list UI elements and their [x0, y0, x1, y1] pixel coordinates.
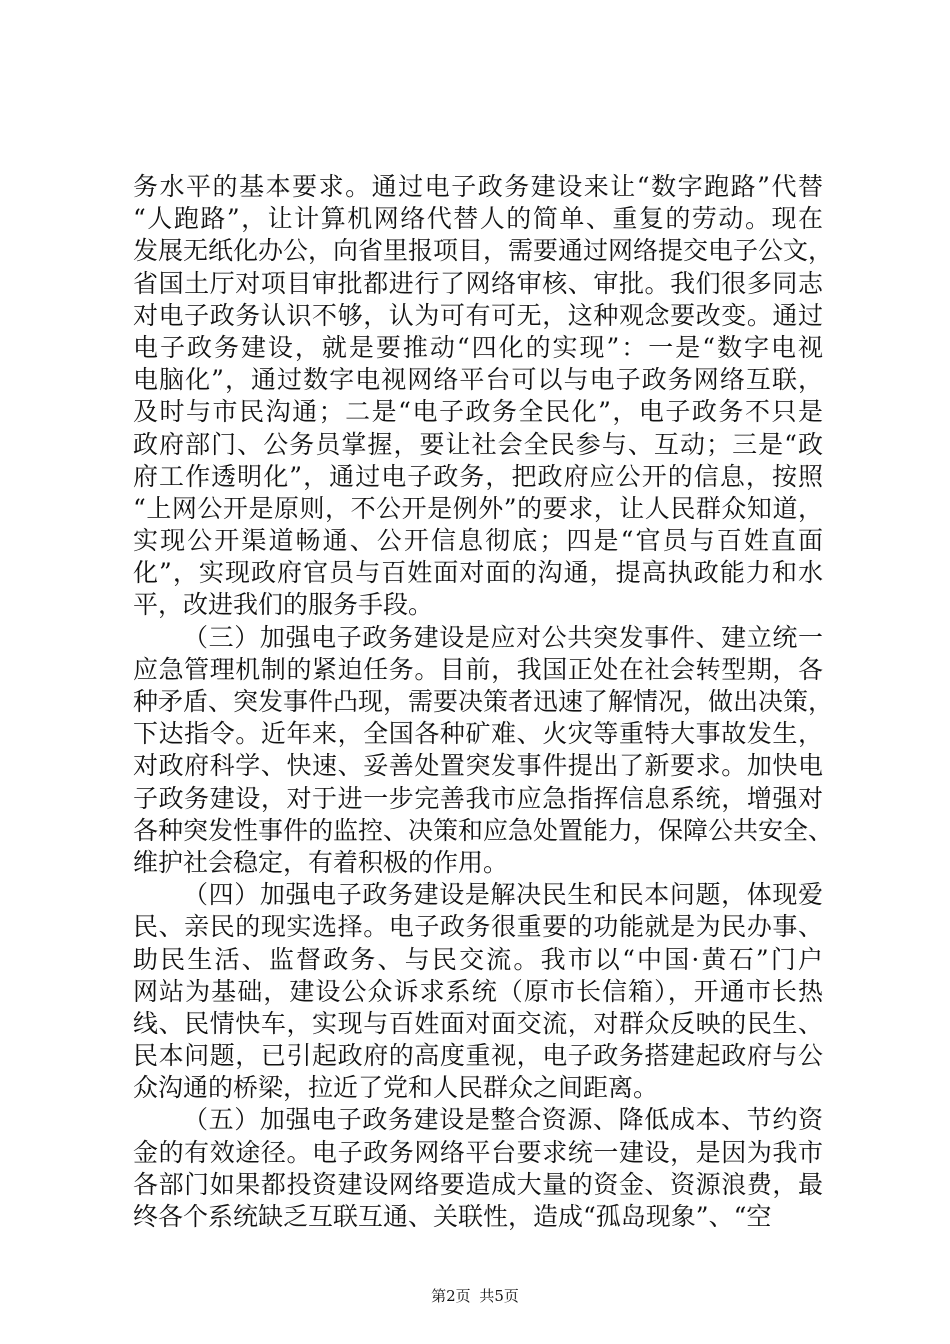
- text-line: 民、亲民的现实选择。电子政务很重要的功能就是为民办事、: [133, 912, 823, 942]
- text-line: 电脑化”，通过数字电视网络平台可以与电子政务网络互联，: [133, 365, 823, 395]
- text-line: “人跑路”，让计算机网络代替人的简单、重复的劳动。现在: [133, 204, 823, 234]
- text-line: 应急管理机制的紧迫任务。目前，我国正处在社会转型期，各: [133, 654, 823, 684]
- text-line: 子政务建设，对于进一步完善我市应急指挥信息系统，增强对: [133, 783, 823, 813]
- text-line: 线、民情快车，实现与百姓面对面交流，对群众反映的民生、: [133, 1008, 823, 1038]
- text-line: 各部门如果都投资建设网络要造成大量的资金、资源浪费，最: [133, 1169, 823, 1199]
- text-line: 实现公开渠道畅通、公开信息彻底；四是“官员与百姓直面: [133, 526, 823, 556]
- text-line: 众沟通的桥梁，拉近了党和人民群众之间距离。: [133, 1073, 659, 1103]
- text-line: 发展无纸化办公，向省里报项目，需要通过网络提交电子公文，: [133, 236, 834, 266]
- page-footer: [0, 1286, 950, 1306]
- page-total: 共5页: [479, 1287, 519, 1305]
- text-line: 政府部门、公务员掌握，要让社会全民参与、互动；三是“政: [133, 429, 823, 459]
- text-line: “上网公开是原则，不公开是例外”的要求，让人民群众知道，: [133, 493, 823, 523]
- text-line: 网站为基础，建设公众诉求系统（原市长信箱），开通市长热: [133, 976, 823, 1006]
- text-line: 终各个系统缺乏互联互通、关联性，造成“孤岛现象”、“空: [133, 1202, 772, 1231]
- document-body: [133, 171, 834, 1233]
- text-line: （四）加强电子政务建设是解决民生和民本问题，体现爱: [183, 880, 823, 910]
- paragraph: [133, 622, 834, 880]
- paragraph: [133, 1104, 823, 1233]
- text-line: 府工作透明化”，通过电子政务，把政府应公开的信息，按照: [133, 461, 823, 491]
- text-line: 维护社会稳定，有着积极的作用。: [133, 847, 509, 877]
- text-line: 务水平的基本要求。通过电子政务建设来让“数字跑路”代替: [133, 172, 823, 201]
- text-line: 金的有效途径。电子政务网络平台要求统一建设，是因为我市: [133, 1137, 823, 1167]
- text-line: 及时与市民沟通；二是“电子政务全民化”，电子政务不只是: [133, 397, 823, 427]
- text-line: 对电子政务认识不够，认为可有可无，这种观念要改变。通过: [133, 300, 823, 330]
- paragraph: [133, 879, 823, 1104]
- text-line: 各种突发性事件的监控、决策和应急处置能力，保障公共安全、: [133, 815, 834, 845]
- text-line: （五）加强电子政务建设是整合资源、降低成本、节约资: [183, 1105, 823, 1135]
- paragraph: [133, 171, 834, 622]
- text-line: 化”，实现政府官员与百姓面对面的沟通，提高执政能力和水: [133, 558, 823, 588]
- text-line: 民本问题，已引起政府的高度重视，电子政务搭建起政府与公: [133, 1041, 823, 1071]
- text-line: 种矛盾、突发事件凸现，需要决策者迅速了解情况，做出决策，: [133, 687, 834, 716]
- text-line: 下达指令。近年来，全国各种矿难、火灾等重特大事故发生，: [133, 719, 823, 749]
- text-line: 电子政务建设，就是要推动“四化的实现”：一是“数字电视: [133, 332, 823, 362]
- text-line: 对政府科学、快速、妥善处置突发事件提出了新要求。加快电: [133, 751, 823, 781]
- text-line: （三）加强电子政务建设是应对公共突发事件、建立统一: [183, 622, 823, 652]
- text-line: 助民生活、监督政务、与民交流。我市以“中国·黄石”门户: [133, 944, 823, 974]
- text-line: 平，改进我们的服务手段。: [133, 590, 434, 620]
- text-line: 省国土厅对项目审批都进行了网络审核、审批。我们很多同志: [133, 268, 823, 298]
- page-number: 第2页: [431, 1287, 471, 1305]
